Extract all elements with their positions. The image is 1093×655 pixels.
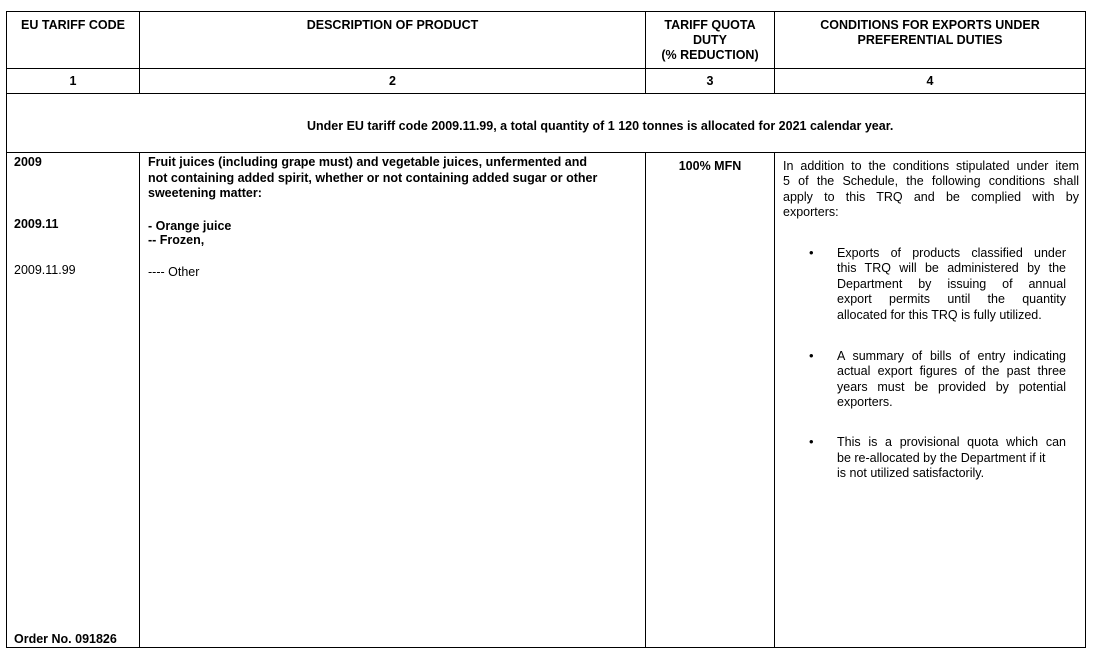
table-border-right bbox=[1085, 11, 1086, 648]
bullet-3-line-1: This is a provisional quota which can bbox=[837, 435, 1066, 449]
header-tariff-quota-3: (% REDUCTION) bbox=[661, 48, 759, 62]
bullet-3-line-2: be re-allocated by the Department if it bbox=[837, 451, 1046, 465]
conditions-intro-4: exporters: bbox=[783, 205, 839, 219]
column-number-2: 2 bbox=[389, 74, 396, 88]
header-eu-tariff-code: EU TARIFF CODE bbox=[21, 18, 125, 32]
tariff-code-2009-11: 2009.11 bbox=[14, 217, 59, 231]
bullet-1-line-4: export permits until the quantity bbox=[837, 292, 1066, 306]
column-number-3: 3 bbox=[706, 74, 714, 88]
bullet-2-marker: • bbox=[809, 348, 814, 363]
bullet-2-line-2: actual export figures of the past three bbox=[837, 364, 1066, 378]
table-border-left bbox=[6, 11, 7, 648]
col-divider-2-body bbox=[645, 152, 646, 648]
bullet-3-marker: • bbox=[809, 434, 814, 449]
bullet-1-line-1: Exports of products classified under bbox=[837, 246, 1066, 260]
column-number-1: 1 bbox=[69, 74, 77, 88]
column-number-4: 4 bbox=[926, 74, 934, 88]
header-divider bbox=[6, 68, 1086, 69]
bullet-2-line-3: years must be provided by potential bbox=[837, 380, 1066, 394]
allocation-note: Under EU tariff code 2009.11.99, a total quantity of 1 120 tonnes is allocated for 2021 calendar year. bbox=[307, 119, 894, 133]
bullet-3-line-3: is not utilized satisfactorily. bbox=[837, 466, 985, 480]
bullet-1-line-2: this TRQ will be administered by the bbox=[837, 261, 1066, 275]
table-border-bottom bbox=[6, 647, 1086, 648]
conditions-intro-2: 5 of the Schedule, the following conditions shall bbox=[783, 174, 1079, 188]
tariff-code-2009: 2009 bbox=[14, 155, 42, 169]
note-divider bbox=[6, 152, 1086, 153]
col-divider-1-body bbox=[139, 152, 140, 648]
header-tariff-quota-2: DUTY bbox=[692, 33, 728, 47]
description-orange-juice: - Orange juice bbox=[148, 219, 232, 233]
header-conditions-1: CONDITIONS FOR EXPORTS UNDER bbox=[820, 18, 1040, 32]
tariff-code-2009-11-99: 2009.11.99 bbox=[14, 263, 76, 277]
description-line-2: not containing added spirit, whether or not containing added sugar or other bbox=[148, 171, 598, 185]
duty-value: 100% MFN bbox=[678, 159, 742, 173]
header-description: DESCRIPTION OF PRODUCT bbox=[306, 18, 479, 32]
bullet-1-line-5: allocated for this TRQ is fully utilized. bbox=[837, 308, 1042, 322]
description-other: ---- Other bbox=[148, 265, 200, 279]
description-line-3: sweetening matter: bbox=[148, 186, 262, 200]
bullet-2-line-1: A summary of bills of entry indicating bbox=[837, 349, 1066, 363]
col-divider-3-body bbox=[774, 152, 775, 648]
description-frozen: -- Frozen, bbox=[148, 233, 205, 247]
order-number: Order No. 091826 bbox=[14, 632, 117, 646]
conditions-intro-3: apply to this TRQ and be complied with by bbox=[783, 190, 1079, 204]
table-border-top bbox=[6, 11, 1086, 12]
bullet-1-marker: • bbox=[809, 245, 814, 260]
column-number-divider bbox=[6, 93, 1086, 94]
description-line-1: Fruit juices (including grape must) and vegetable juices, unfermented and bbox=[148, 155, 587, 169]
conditions-intro-1: In addition to the conditions stipulated under item bbox=[783, 159, 1079, 173]
header-tariff-quota-1: TARIFF QUOTA bbox=[664, 18, 756, 32]
bullet-2-line-4: exporters. bbox=[837, 395, 893, 409]
bullet-1-line-3: Department by issuing of annual bbox=[837, 277, 1066, 291]
header-conditions-2: PREFERENTIAL DUTIES bbox=[857, 33, 1003, 47]
